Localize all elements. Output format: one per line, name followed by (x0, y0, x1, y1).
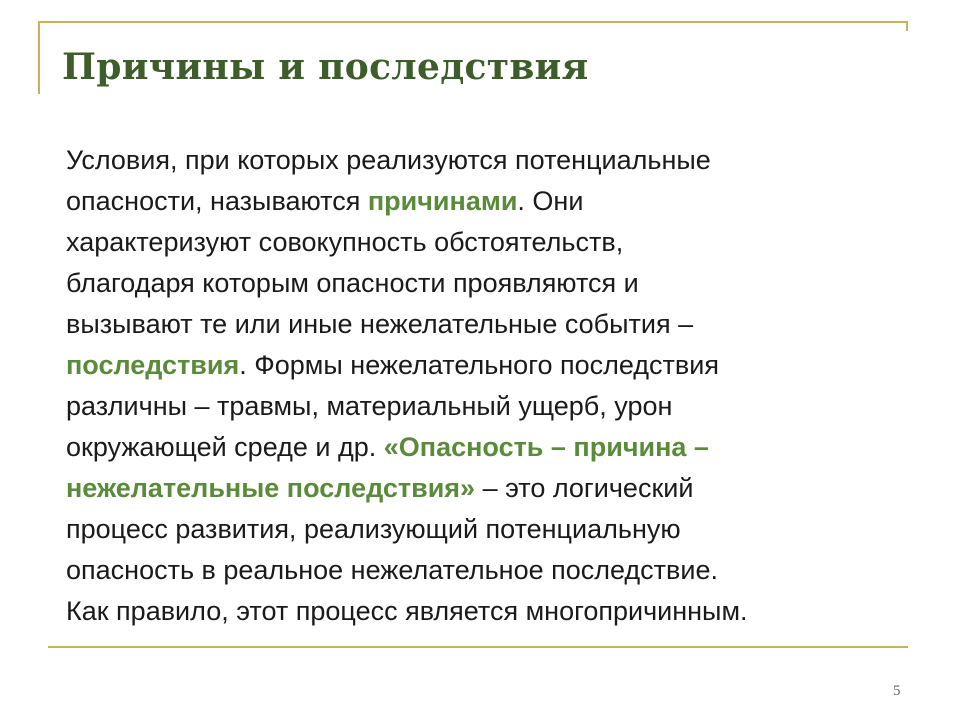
body-line-9 (66, 468, 916, 509)
highlight-phrase-start: «Опасность – причина – (383, 432, 709, 462)
body-text-segment: опасности, называются (66, 186, 368, 216)
highlight-term-causes: причинами (367, 186, 518, 216)
slide-title: Причины и последствия (62, 46, 589, 88)
body-text-segment: . Они (517, 186, 584, 216)
body-line-5: вызывают те или иные нежелательные события – (66, 309, 694, 339)
body-line-3: характеризуют совокупность обстоятельств, (66, 227, 624, 257)
body-text-segment: окружающей среде и др. (66, 432, 384, 462)
body-text-segment: . Формы нежелательного последствия (239, 350, 719, 380)
body-line-11: опасность в реальное нежелательное последствие. (66, 555, 718, 585)
slide-body (66, 140, 916, 632)
body-line-10: процесс развития, реализующий потенциальную (66, 514, 681, 544)
body-text-segment: – это логический (475, 473, 694, 503)
frame-right-line (906, 21, 908, 31)
frame-top-line (38, 21, 907, 23)
highlight-phrase-end: нежелательные последствия» (66, 473, 476, 503)
frame-left-line (38, 21, 40, 94)
body-line-6 (66, 345, 916, 386)
highlight-term-consequences: последствия (66, 350, 240, 380)
body-line-12: Как правило, этот процесс является многопричинным. (66, 596, 748, 626)
body-line-4: благодаря которым опасности проявляются и (66, 268, 639, 298)
body-line-8 (66, 427, 916, 468)
frame-bottom-line (48, 646, 908, 648)
body-line-1: Условия, при которых реализуются потенциальные (66, 145, 711, 175)
page-number: 5 (893, 683, 901, 699)
body-line-2 (66, 181, 916, 222)
body-line-7: различны – травмы, материальный ущерб, урон (66, 391, 673, 421)
